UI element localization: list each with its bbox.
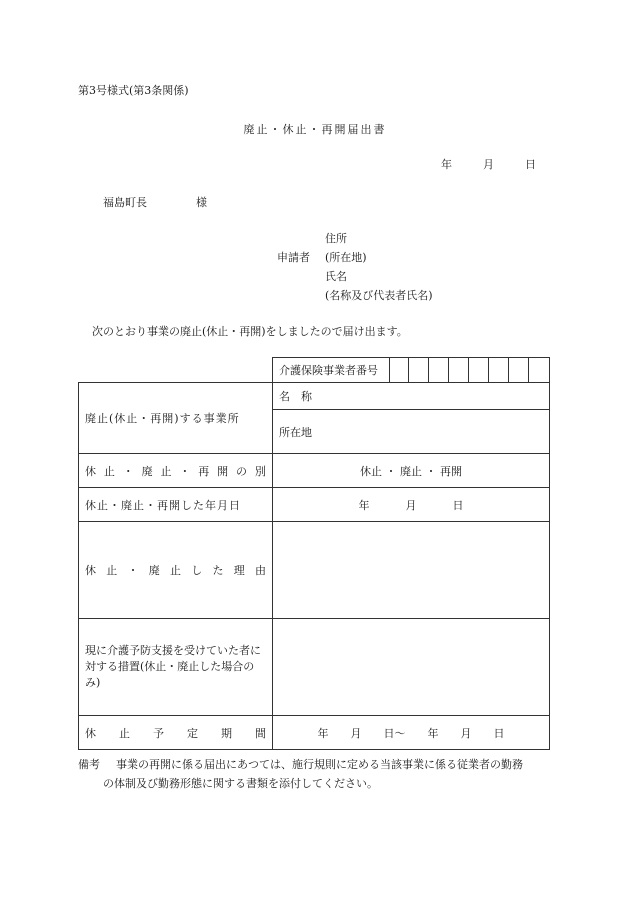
period-label-char: 休	[85, 726, 96, 740]
type-label-char: の	[236, 464, 247, 478]
period-end-day: 日	[493, 726, 505, 740]
type-label	[79, 454, 273, 488]
date-month: 月	[483, 158, 494, 171]
office-row	[79, 383, 550, 454]
period-label-char: 予	[153, 726, 164, 740]
measures-label-text: 現に介護予防支援を受けていた者に対する措置(休止・廃止した場合のみ)	[85, 644, 261, 689]
type-label-char: 再	[198, 464, 210, 478]
provider-number-digit[interactable]	[469, 358, 489, 383]
measures-value[interactable]	[273, 619, 550, 716]
applicant-name-note: (名称及び代表者氏名)	[325, 289, 433, 302]
reason-label-char: 休	[85, 564, 96, 577]
period-label-char: 定	[187, 726, 198, 740]
provider-number-digit[interactable]	[390, 358, 409, 383]
date-year: 年	[441, 158, 452, 171]
type-row	[79, 454, 550, 488]
reason-value[interactable]	[273, 522, 550, 619]
page-title: 廃止・休止・再開届出書	[243, 123, 387, 136]
provider-number-label: 介護保険事業者番号	[273, 358, 390, 383]
reason-row	[79, 522, 550, 619]
period-row	[79, 716, 550, 750]
type-label-char: 止	[160, 464, 172, 478]
provider-number-digit[interactable]	[529, 358, 550, 383]
notification-table	[78, 357, 550, 750]
measures-label	[79, 619, 273, 716]
type-label-char: 休	[85, 464, 96, 478]
type-label-char: 別	[254, 464, 266, 478]
provider-number-digit[interactable]	[429, 358, 449, 383]
date-label: 休止・廃止・再開した年月日	[79, 488, 273, 522]
addressee-honorific: 様	[196, 196, 207, 209]
measures-row	[79, 619, 550, 716]
period-start-year: 年	[317, 726, 329, 740]
date-value[interactable]	[273, 488, 550, 522]
office-label: 廃止(休止・再開)する事業所	[79, 383, 273, 454]
provider-number-digit[interactable]	[449, 358, 469, 383]
office-address-label: 所在地	[279, 425, 312, 439]
type-label-char: 開	[217, 464, 229, 478]
office-cell	[273, 383, 550, 454]
period-label	[79, 716, 273, 750]
remarks-label: 備考	[78, 758, 100, 771]
date-value-day: 日	[452, 498, 464, 512]
reason-label-char: し	[191, 564, 203, 577]
provider-number-row	[79, 358, 550, 383]
office-name-field[interactable]	[273, 383, 549, 410]
applicant-name: 氏名	[325, 270, 347, 283]
reason-label-char: た	[212, 564, 224, 577]
office-address-field[interactable]	[273, 410, 549, 453]
type-label-char: ・	[179, 464, 191, 478]
reason-label-char: 廃	[148, 564, 160, 577]
period-end-month: 月	[460, 726, 472, 740]
reason-label-char: 理	[233, 564, 245, 577]
office-name-label: 名 称	[279, 390, 312, 403]
period-start-day: 日〜	[383, 726, 406, 740]
date-day: 日	[525, 158, 536, 171]
period-end-year: 年	[427, 726, 439, 740]
type-label-char: ・	[122, 464, 134, 478]
period-label-char: 期	[221, 726, 232, 740]
reason-label-char: 由	[255, 564, 266, 577]
applicant-address-note: (所在地)	[325, 251, 367, 264]
date-value-year: 年	[358, 498, 370, 512]
period-value[interactable]	[273, 716, 550, 750]
provider-number-digit[interactable]	[489, 358, 509, 383]
remarks-line-2: の体制及び勤務形態に関する書類を添付してください。	[103, 777, 378, 790]
period-start-month: 月	[350, 726, 362, 740]
reason-label-char: ・	[127, 564, 139, 577]
addressee	[103, 194, 207, 210]
provider-number-digit[interactable]	[509, 358, 529, 383]
reason-label-char: 止	[170, 564, 181, 577]
period-label-char: 間	[255, 726, 266, 740]
reason-label	[79, 522, 273, 619]
provider-number-digit[interactable]	[409, 358, 429, 383]
remarks-line-1: 事業の再開に係る届出にあつては、施行規則に定める当該事業に係る従業者の勤務	[116, 758, 523, 771]
applicant-label: 申請者	[277, 251, 310, 264]
type-label-char: 止	[103, 464, 115, 478]
applicant-address: 住所	[325, 232, 347, 245]
period-label-char: 止	[119, 726, 130, 740]
form-number: 第3号様式(第3条関係)	[78, 84, 189, 97]
addressee-name: 福島町長	[103, 196, 147, 209]
reason-label-char: 止	[106, 564, 118, 577]
date-row	[79, 488, 550, 522]
type-label-char: 廃	[141, 464, 153, 478]
date-line	[441, 156, 536, 172]
type-value[interactable]: 休止 ・ 廃止 ・ 再開	[273, 454, 550, 488]
date-value-month: 月	[405, 498, 417, 512]
statement: 次のとおり事業の廃止(休止・再開)をしましたので届け出ます。	[92, 325, 408, 338]
